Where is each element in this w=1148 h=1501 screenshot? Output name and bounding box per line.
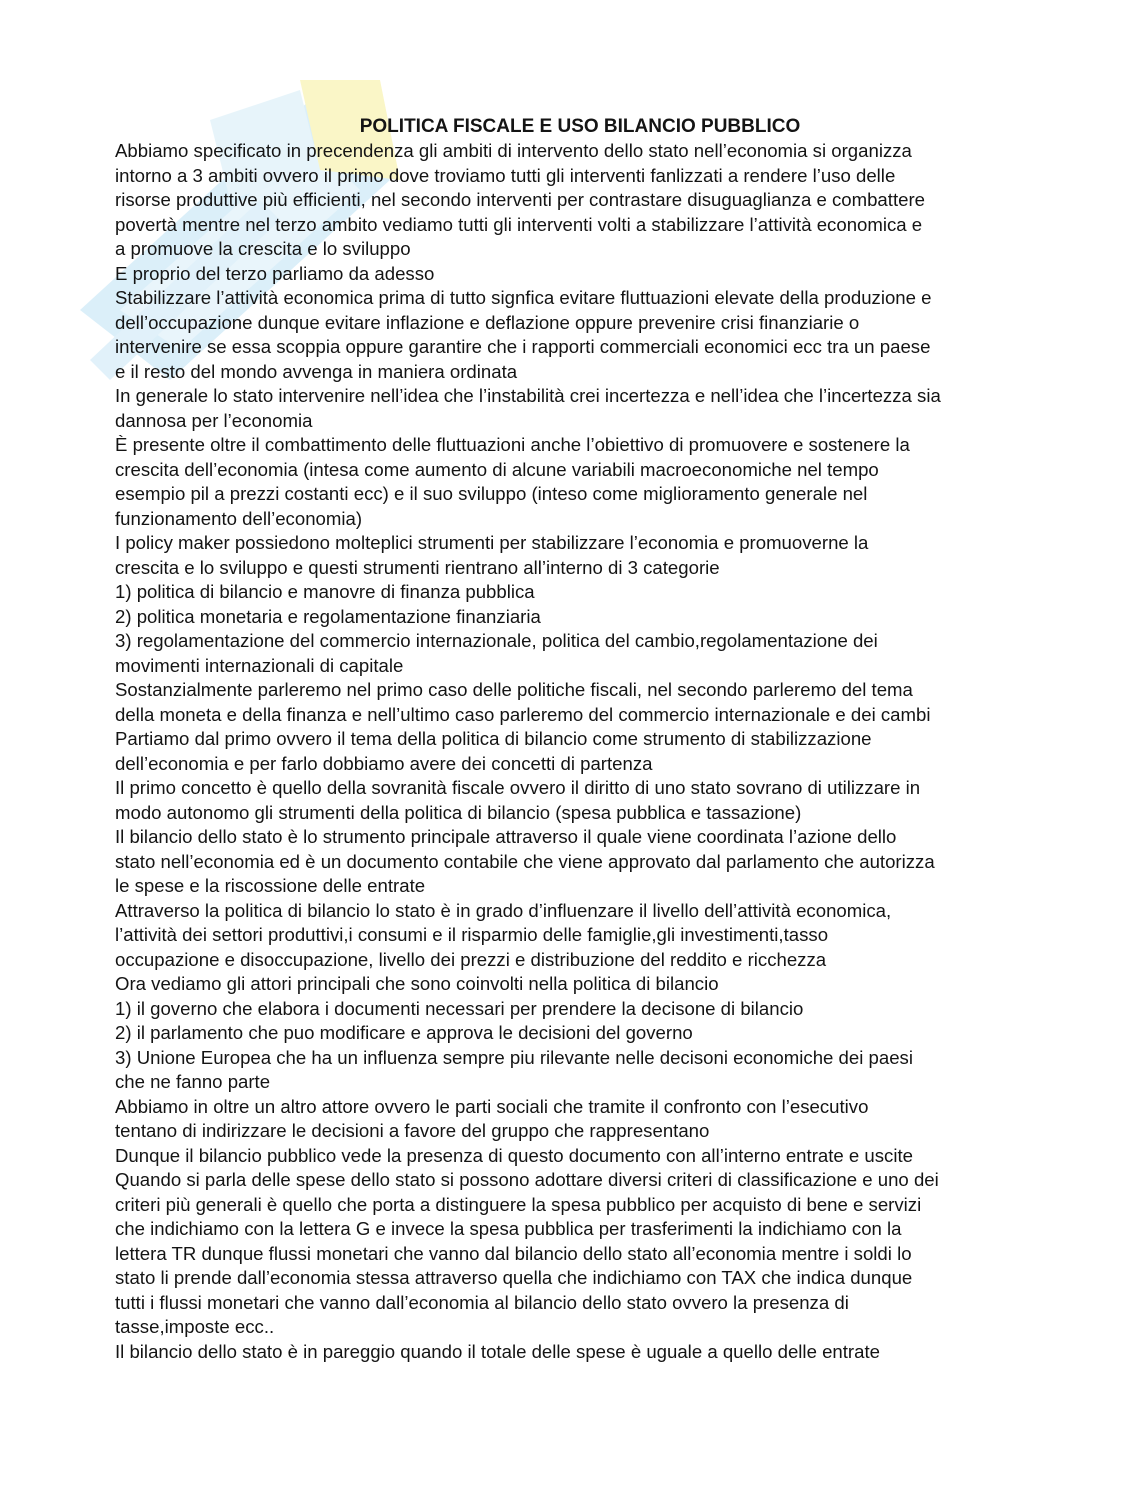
- text-line: Il primo concetto è quello della sovranità fiscale ovvero il diritto di uno stato sovrano di utilizzare in: [115, 777, 921, 798]
- text-line: Abbiamo specificato in precendenza gli ambiti di intervento dello stato nell’economia si organizza: [115, 140, 912, 161]
- text-line: Partiamo dal primo ovvero il tema della politica di bilancio come strumento di stabilizzazione: [115, 728, 872, 749]
- text-line: stato nell’economia ed è un documento contabile che viene approvato dal parlamento che autorizza: [115, 850, 935, 872]
- text-line: Stabilizzare l’attività economica prima di tutto signfica evitare fluttuazioni elevate della produzione e: [115, 287, 932, 308]
- text-line: che ne fanno parte: [115, 1071, 271, 1092]
- text-line: È presente oltre il combattimento delle fluttuazioni anche l’obiettivo di promuovere e sostenere la: [115, 434, 910, 455]
- document-title: POLITICA FISCALE E USO BILANCIO PUBBLICO: [359, 116, 801, 137]
- text-line: 1) politica di bilancio e manovre di finanza pubblica: [115, 581, 535, 602]
- text-line: 3) regolamentazione del commercio internazionale, politica del cambio,regolamentazione dei: [115, 630, 878, 651]
- text-line: l’attività dei settori produttivi,i consumi e il risparmio delle famiglie,gli investimenti,tasso: [115, 924, 829, 945]
- text-line: Dunque il bilancio pubblico vede la presenza di questo documento con all’interno entrate e uscite: [115, 1144, 913, 1166]
- text-line: E proprio del terzo parliamo da adesso: [115, 262, 435, 284]
- text-line: Attraverso la politica di bilancio lo stato è in grado d’influenzare il livello dell’attività economica,: [115, 899, 892, 921]
- text-line: Sostanzialmente parleremo nel primo caso delle politiche fiscali, nel secondo parleremo del tema: [115, 679, 913, 700]
- text-line: intervenire se essa scoppia oppure garantire che i rapporti commerciali economici ecc tra un paese: [115, 336, 931, 357]
- text-line: stato li prende dall’economia stessa attraverso quella che indichiamo con TAX che indica dunque: [115, 1267, 913, 1288]
- text-line: povertà mentre nel terzo ambito vediamo tutti gli interventi volti a stabilizzare l’attività economica e: [115, 213, 923, 235]
- text-line: crescita dell’economia (intesa come aumento di alcune variabili macroeconomiche nel tempo: [115, 458, 879, 480]
- text-line: Quando si parla delle spese dello stato si possono adottare diversi criteri di classificazione e uno dei: [115, 1169, 939, 1190]
- text-line: movimenti internazionali di capitale: [115, 654, 404, 676]
- text-line: che indichiamo con la lettera G e invece la spesa pubblica per trasferimenti la indichiamo con la: [115, 1218, 902, 1239]
- text-line: dell’occupazione dunque evitare inflazione e deflazione oppure prevenire crisi finanziarie o: [115, 311, 860, 333]
- text-line: 3) Unione Europea che ha un influenza sempre piu rilevante nelle decisoni economiche dei paesi: [115, 1046, 913, 1068]
- document-body: [115, 139, 1045, 1364]
- text-line: 2) il parlamento che puo modificare e approva le decisioni del governo: [115, 1022, 693, 1043]
- text-line: dell’economia e per farlo dobbiamo avere dei concetti di partenza: [115, 752, 653, 774]
- text-line: crescita e lo sviluppo e questi strumenti rientrano all’interno di 3 categorie: [115, 556, 720, 578]
- text-line: I policy maker possiedono molteplici strumenti per stabilizzare l’economia e promuoverne la: [115, 532, 869, 553]
- text-line: Ora vediamo gli attori principali che sono coinvolti nella politica di bilancio: [115, 973, 719, 994]
- text-line: 1) il governo che elabora i documenti necessari per prendere la decisone di bilancio: [115, 997, 804, 1019]
- document-page: [115, 115, 1045, 1364]
- text-line: tutti i flussi monetari che vanno dall’economia al bilancio dello stato ovvero la presenza di: [115, 1291, 849, 1313]
- text-line: occupazione e disoccupazione, livello dei prezzi e distribuzione del reddito e ricchezza: [115, 948, 827, 970]
- text-line: modo autonomo gli strumenti della politica di bilancio (spesa pubblica e tassazione): [115, 801, 802, 823]
- text-line: risorse produttive più efficienti, nel secondo interventi per contrastare disuguaglianza e combattere: [115, 189, 925, 210]
- text-line: e il resto del mondo avvenga in maniera ordinata: [115, 360, 518, 382]
- text-line: esempio pil a prezzi costanti ecc) e il suo sviluppo (inteso come miglioramento generale nel: [115, 483, 868, 504]
- text-line: tentano di indirizzare le decisioni a favore del gruppo che rappresentano: [115, 1120, 710, 1141]
- text-line: 2) politica monetaria e regolamentazione finanziaria: [115, 605, 541, 627]
- text-line: lettera TR dunque flussi monetari che vanno dal bilancio dello stato all’economia mentre i soldi lo: [115, 1242, 912, 1264]
- text-line: tasse,imposte ecc..: [115, 1316, 275, 1337]
- text-line: funzionamento dell’economia): [115, 507, 363, 529]
- text-line: Il bilancio dello stato è lo strumento principale attraverso il quale viene coordinata l’azione dello: [115, 826, 897, 847]
- text-line: le spese e la riscossione delle entrate: [115, 875, 426, 896]
- text-line: Abbiamo in oltre un altro attore ovvero le parti sociali che tramite il confronto con l’esecutivo: [115, 1095, 869, 1117]
- text-line: Il bilancio dello stato è in pareggio quando il totale delle spese è uguale a quello delle entrate: [115, 1340, 880, 1362]
- text-line: criteri più generali è quello che porta a distinguere la spesa pubblico per acquisto di bene e servizi: [115, 1193, 922, 1215]
- text-line: della moneta e della finanza e nell’ultimo caso parleremo del commercio internazionale e dei cambi: [115, 703, 931, 725]
- text-line: intorno a 3 ambiti ovvero il primo dove troviamo tutti gli interventi fanlizzati a rendere l’uso delle: [115, 164, 896, 186]
- text-line: dannosa per l’economia: [115, 409, 313, 431]
- text-line: a promuove la crescita e lo sviluppo: [115, 238, 411, 259]
- text-line: In generale lo stato intervenire nell’idea che l’instabilità crei incertezza e nell’idea che l’incertezza sia: [115, 385, 941, 406]
